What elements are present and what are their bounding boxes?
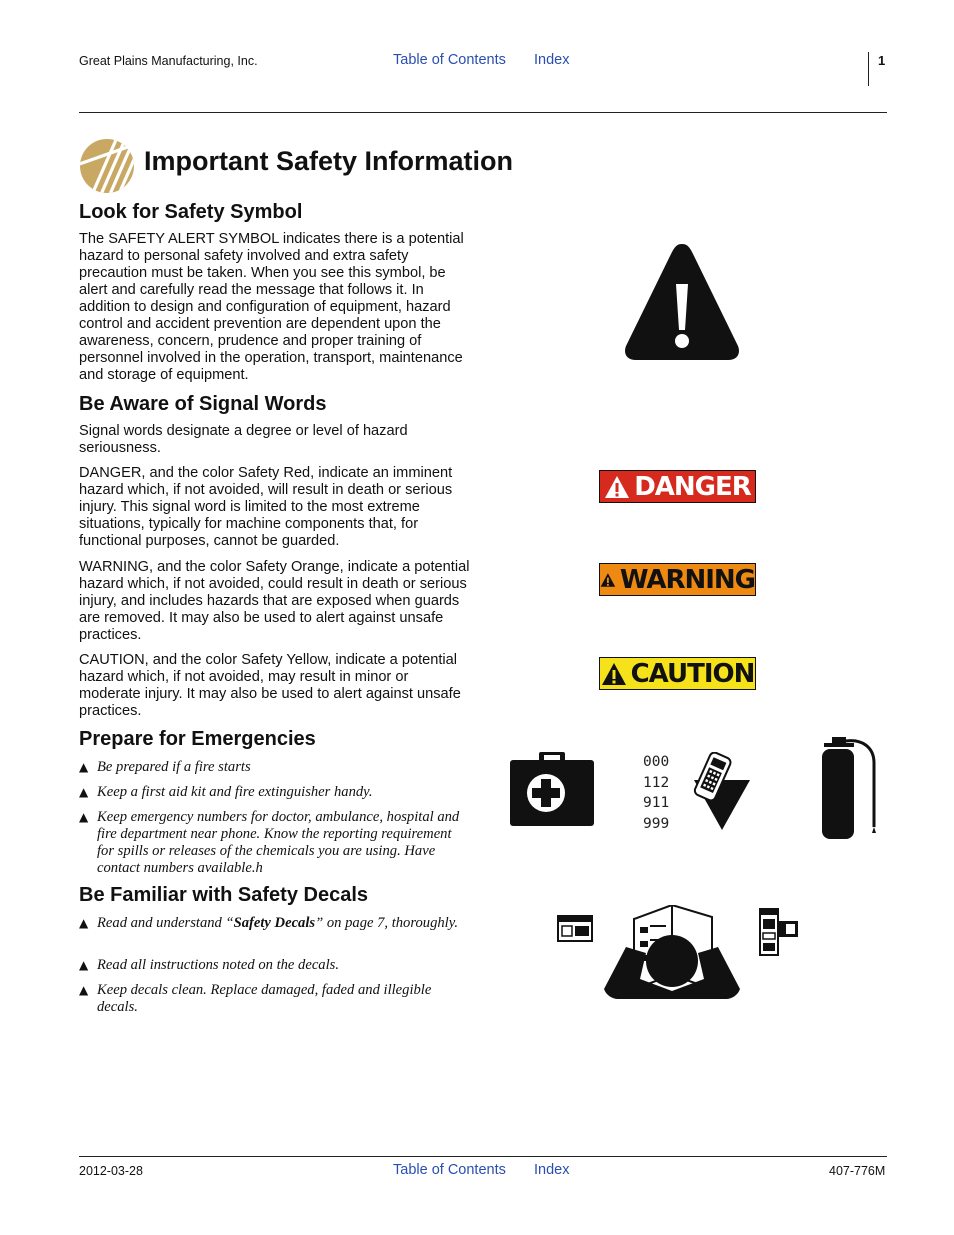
bullet-triangle-icon: ▲ xyxy=(79,785,89,799)
safety-symbol-text: The SAFETY ALERT SYMBOL indicates there is a potential hazard to personal safety involved and extra safety precaution must be taken. When you see this symbol, be alert and carefully read the message that follows it. In addition to design and configuration of equipment, hazard control and accident prevention are dependent upon the awareness, concern, prudence and proper training of personnel involved in the operation, transport, maintenance and storage of equipment. xyxy=(79,231,464,383)
emergency-number: 000 xyxy=(643,754,670,770)
section-heading-safety-decals: Be Familiar with Safety Decals xyxy=(79,884,369,906)
header-rule xyxy=(79,112,887,113)
danger-label: DANGER xyxy=(634,471,751,502)
safety-alert-icon xyxy=(622,238,742,369)
section-heading-safety-symbol: Look for Safety Symbol xyxy=(79,201,303,223)
great-plains-logo-icon xyxy=(79,137,135,195)
footer-date: 2012-03-28 xyxy=(79,1164,143,1178)
emergency-number: 999 xyxy=(643,815,670,832)
bullet-triangle-icon: ▲ xyxy=(79,958,89,972)
header-index-link[interactable]: Index xyxy=(534,52,570,68)
section-heading-emergencies: Prepare for Emergencies xyxy=(79,728,316,750)
person-reading-manual-icon xyxy=(556,905,802,1006)
company-name: Great Plains Manufacturing, Inc. xyxy=(79,54,258,68)
footer-rule xyxy=(79,1156,887,1157)
header-toc-link[interactable]: Table of Contents xyxy=(393,52,506,68)
warning-label: WARNING xyxy=(619,564,755,595)
safety-decals-reference: Safety Decals xyxy=(233,915,316,931)
bullet-triangle-icon: ▲ xyxy=(79,916,89,930)
header-divider xyxy=(868,52,869,86)
emergency-bullet: ▲ Keep emergency numbers for doctor, ambulance, hospital and fire department near phone. Know the reporting requirement for spills or releases of the chemicals you are using. Have contact numbers available.h xyxy=(79,809,460,876)
danger-alert-icon xyxy=(604,475,630,499)
danger-description: DANGER, and the color Safety Red, indicate an imminent hazard which, if not avoided, will result in death or serious injury. This signal word is limited to the most extreme situations, typically for machine components that, for functional purposes, cannot be guarded. xyxy=(79,465,453,549)
emergency-number: 112 xyxy=(643,774,670,791)
caution-label: CAUTION xyxy=(630,658,755,689)
bullet-triangle-icon: ▲ xyxy=(79,760,89,774)
caution-signal-panel xyxy=(599,657,756,690)
footer-doc-number: 407-776M xyxy=(829,1164,886,1178)
emergency-numbers xyxy=(643,752,669,834)
danger-signal-panel xyxy=(599,470,756,503)
footer-index-link[interactable]: Index xyxy=(534,1162,570,1178)
page-title: Important Safety Information xyxy=(144,146,514,176)
emergency-bullet: ▲ Be prepared if a fire starts xyxy=(79,759,251,775)
decals-bullet: ▲ Read and understand “Safety Decals” on page 7, thoroughly. xyxy=(79,915,459,931)
emergency-number: 911 xyxy=(643,795,670,811)
emergency-phone-icon xyxy=(684,752,754,837)
bullet-triangle-icon: ▲ xyxy=(79,983,89,997)
caution-description: CAUTION, and the color Safety Yellow, indicate a potential hazard which, if not avoided, may result in minor or moderate injury. It may also be used to alert against unsafe practices. xyxy=(79,652,461,719)
decals-bullet: ▲ Read all instructions noted on the decals. xyxy=(79,957,339,973)
first-aid-kit-icon xyxy=(509,751,595,832)
bullet-triangle-icon: ▲ xyxy=(79,810,89,824)
decals-bullet: ▲ Keep decals clean. Replace damaged, faded and illegible decals. xyxy=(79,982,432,1015)
emergency-bullet: ▲ Keep a first aid kit and fire extinguisher handy. xyxy=(79,784,373,800)
footer-toc-link[interactable]: Table of Contents xyxy=(393,1162,506,1178)
fire-extinguisher-icon xyxy=(818,737,878,846)
caution-alert-icon xyxy=(601,662,627,686)
page-number: 1 xyxy=(878,53,886,68)
signal-words-intro: Signal words designate a degree or level of hazard seriousness. xyxy=(79,423,408,456)
warning-signal-panel xyxy=(599,563,756,596)
warning-description: WARNING, and the color Safety Orange, indicate a potential hazard which, if not avoided, could result in death or serious injury, and includes hazards that are exposed when guards are removed. It may also be used to alert against unsafe practices. xyxy=(79,559,470,643)
warning-alert-icon xyxy=(600,568,616,592)
section-heading-signal-words: Be Aware of Signal Words xyxy=(79,393,327,415)
